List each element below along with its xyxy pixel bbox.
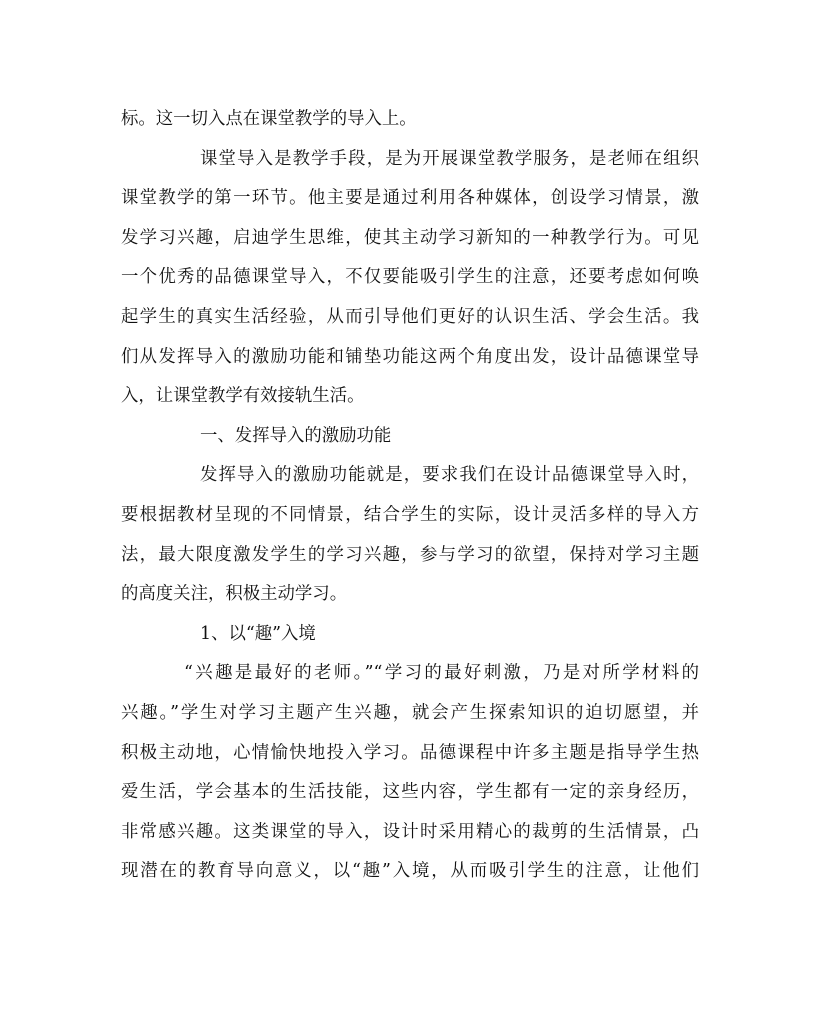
paragraph-line: 入，让课堂教学有效接轨生活。 xyxy=(121,386,365,407)
paragraph-line: 现潜在的教育导向意义，以“趣”入境，从而吸引学生的注意，让他们 xyxy=(121,861,699,882)
section-heading: 一、发挥导入的激励功能 xyxy=(200,425,392,446)
paragraph-line: 兴趣。”学生对学习主题产生兴趣，就会产生探索知识的迫切愿望，并 xyxy=(121,702,699,723)
paragraph-line: 积极主动地，心情愉快地投入学习。品德课程中许多主题是指导学生热 xyxy=(121,742,699,763)
paragraph-line: 法，最大限度激发学生的学习兴趣，参与学习的欲望，保持对学习主题 xyxy=(121,544,699,565)
paragraph-line: 的高度关注，积极主动学习。 xyxy=(121,584,348,605)
paragraph-line: 发挥导入的激励功能就是，要求我们在设计品德课堂导入时， xyxy=(200,465,699,486)
paragraph-line: 标。这一切入点在课堂教学的导入上。 xyxy=(121,109,417,129)
paragraph-line: 要根据教材呈现的不同情景，结合学生的实际，设计灵活多样的导入方 xyxy=(121,504,699,525)
paragraph-line: “兴趣是最好的老师。”“学习的最好刺激，乃是对所学材料的 xyxy=(184,663,699,684)
paragraph-line: 课堂教学的第一环节。他主要是通过利用各种媒体，创设学习情景，激 xyxy=(121,188,699,209)
paragraph-line: 课堂导入是教学手段，是为开展课堂教学服务，是老师在组织 xyxy=(200,148,699,169)
paragraph-line: 爱生活，学会基本的生活技能，这些内容，学生都有一定的亲身经历， xyxy=(121,782,699,803)
paragraph-line: 们从发挥导入的激励功能和铺垫功能这两个角度出发，设计品德课堂导 xyxy=(121,346,699,367)
body-text xyxy=(121,100,699,892)
paragraph-line: 起学生的真实生活经验，从而引导他们更好的认识生活、学会生活。我 xyxy=(121,306,699,327)
paragraph-line: 一个优秀的品德课堂导入，不仅要能吸引学生的注意，还要考虑如何唤 xyxy=(121,267,699,288)
paragraph-line: 非常感兴趣。这类课堂的导入，设计时采用精心的裁剪的生活情景，凸 xyxy=(121,821,699,842)
paragraph-line: 发学习兴趣，启迪学生思维，使其主动学习新知的一种教学行为。可见 xyxy=(121,227,699,248)
subsection-heading: 1、以“趣”入境 xyxy=(200,623,316,644)
